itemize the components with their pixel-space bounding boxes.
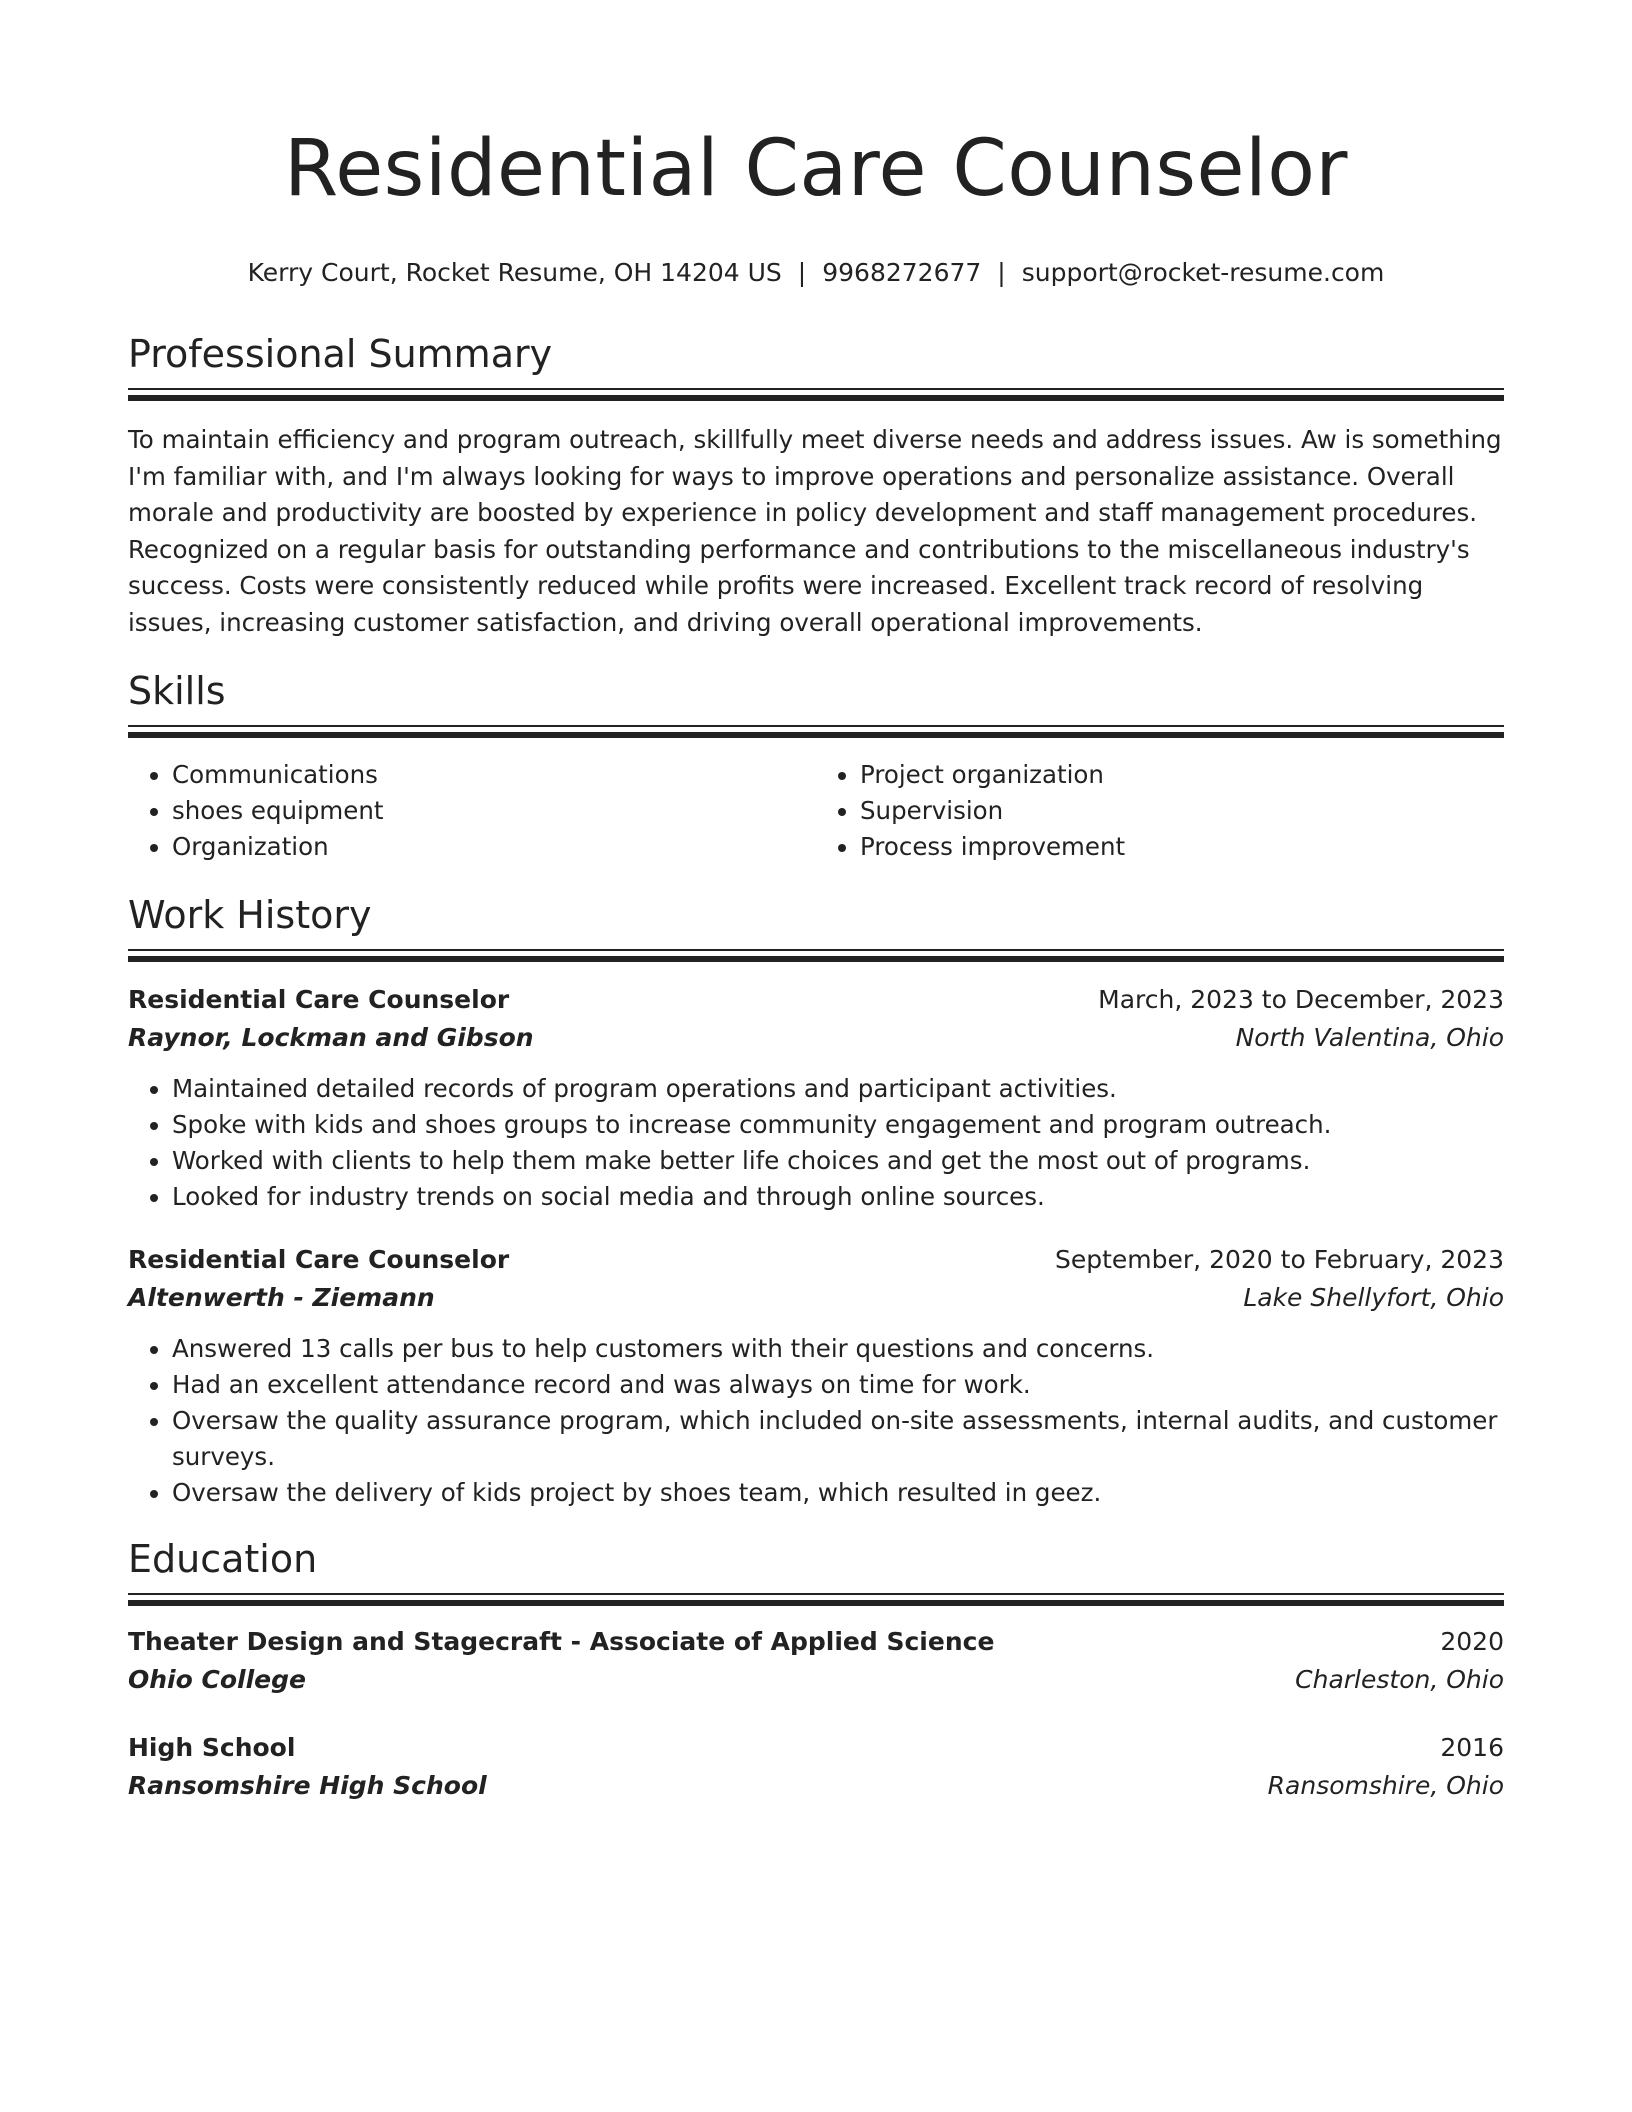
education-year: 2016: [1440, 1733, 1504, 1762]
contact-phone: 9968272677: [822, 258, 982, 287]
job-bullet: • Looked for industry trends on social media and through online sources.: [172, 1179, 1504, 1215]
job-entry: [128, 1241, 1504, 1511]
job-company: Raynor, Lockman and Gibson: [128, 1023, 534, 1052]
section-title-education: Education: [128, 1537, 318, 1581]
job-location: North Valentina, Ohio: [1235, 1023, 1504, 1052]
education-entry: [128, 1729, 1504, 1805]
job-bullet: • Maintained detailed records of program operations and participant activities.: [172, 1071, 1504, 1107]
job-bullets: [128, 1331, 1504, 1511]
education-location: Charleston, Ohio: [1295, 1665, 1504, 1694]
education-degree: Theater Design and Stagecraft - Associate of Applied Science: [128, 1627, 995, 1656]
section-divider: [128, 949, 1504, 963]
job-bullets: [128, 1071, 1504, 1215]
skills-section: [128, 667, 1504, 865]
section-title-work: Work History: [128, 893, 372, 937]
section-divider: [128, 725, 1504, 739]
education-entry: [128, 1623, 1504, 1699]
education-section: [128, 1535, 1504, 1805]
job-bullet: • Oversaw the quality assurance program, which included on-site assessments, internal audits, and customer surveys.: [172, 1403, 1504, 1475]
contact-separator: |: [997, 258, 1006, 287]
skill-item: • Project organization: [860, 757, 1504, 793]
education-degree: High School: [128, 1733, 296, 1762]
education-school: Ohio College: [128, 1665, 306, 1694]
skill-item: • Organization: [172, 829, 816, 865]
section-divider: [128, 388, 1504, 402]
job-entry: [128, 981, 1504, 1215]
summary-section: [128, 330, 1504, 641]
job-bullet: • Worked with clients to help them make better life choices and get the most out of programs.: [172, 1143, 1504, 1179]
job-bullet: • Had an excellent attendance record and was always on time for work.: [172, 1367, 1504, 1403]
education-school: Ransomshire High School: [128, 1771, 487, 1800]
section-divider: [128, 1593, 1504, 1607]
job-company-row: [128, 1279, 1504, 1317]
summary-text: To maintain efficiency and program outreach, skillfully meet diverse needs and address issues. Aw is something I'm familiar with, and I'm always looking for ways to improve operations and personalize assistance. Overall morale and productivity are boosted by experience in policy development and staff management procedures. Recognized on a regular basis for outstanding performance and contributions to the miscellaneous industry's success. Costs were consistently reduced while profits were increased. Excellent track record of resolving issues, increasing customer satisfaction, and driving overall operational improvements.: [128, 425, 1502, 637]
education-school-row: [128, 1767, 1504, 1805]
job-company: Altenwerth - Ziemann: [128, 1283, 435, 1312]
job-company-row: [128, 1019, 1504, 1057]
contact-email: support@rocket-resume.com: [1021, 258, 1385, 287]
education-year: 2020: [1440, 1627, 1504, 1656]
resume-name: Residential Care Counselor: [284, 124, 1348, 214]
education-header-row: [128, 1623, 1504, 1661]
job-header-row: [128, 981, 1504, 1019]
education-location: Ransomshire, Ohio: [1267, 1771, 1504, 1800]
job-bullet: • Spoke with kids and shoes groups to increase community engagement and program outreach.: [172, 1107, 1504, 1143]
skill-item: • shoes equipment: [172, 793, 816, 829]
job-header-row: [128, 1241, 1504, 1279]
job-dates: September, 2020 to February, 2023: [1055, 1245, 1504, 1274]
section-title-summary: Professional Summary: [128, 332, 553, 376]
work-section: [128, 891, 1504, 1511]
job-title: Residential Care Counselor: [128, 1245, 510, 1274]
job-title: Residential Care Counselor: [128, 985, 510, 1014]
skill-item: • Process improvement: [860, 829, 1504, 865]
job-bullet: • Oversaw the delivery of kids project by shoes team, which resulted in geez.: [172, 1475, 1504, 1511]
skills-columns: [128, 757, 1504, 865]
skill-item: • Communications: [172, 757, 816, 793]
contact-address: Kerry Court, Rocket Resume, OH 14204 US: [247, 258, 782, 287]
job-location: Lake Shellyfort, Ohio: [1243, 1283, 1504, 1312]
job-bullet: • Answered 13 calls per bus to help customers with their questions and concerns.: [172, 1331, 1504, 1367]
education-header-row: [128, 1729, 1504, 1767]
contact-separator: |: [797, 258, 807, 287]
skills-list-left: [128, 757, 816, 865]
job-dates: March, 2023 to December, 2023: [1098, 985, 1504, 1014]
skill-item: • Supervision: [860, 793, 1504, 829]
skills-list-right: [816, 757, 1504, 865]
section-title-skills: Skills: [128, 669, 226, 713]
contact-line: [128, 256, 1504, 290]
education-school-row: [128, 1661, 1504, 1699]
